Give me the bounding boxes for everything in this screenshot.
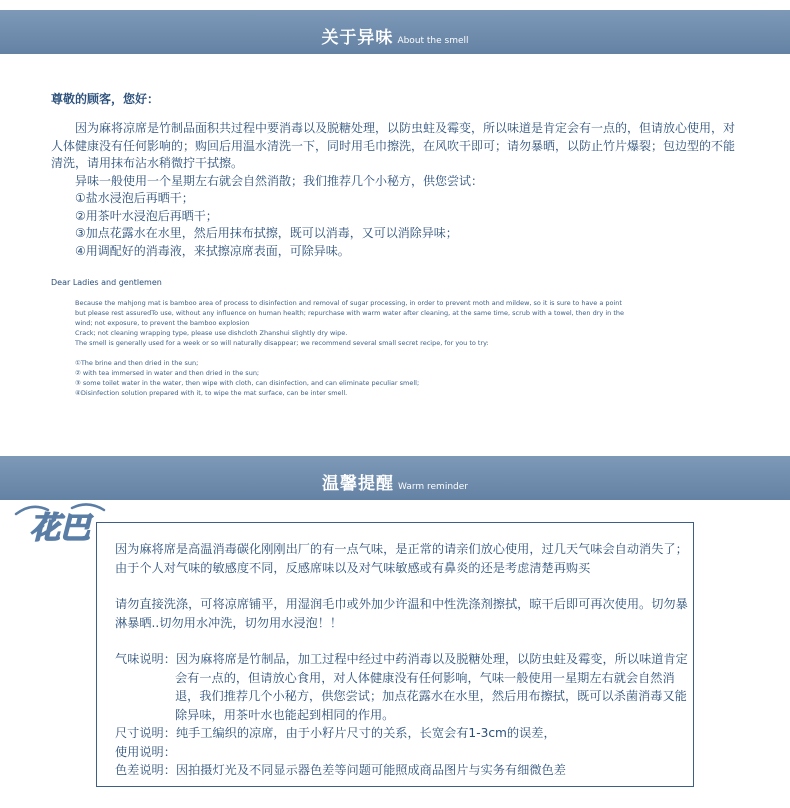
tip-item: ④用调配好的消毒液，来拭擦凉席表面，可除异味。 [75, 243, 350, 258]
reminder-paragraph-smell: 因为麻将席是高温消毒碳化刚刚出厂的有一点气味，是正常的请亲们放心使用，过几天气味会自动消失了；由于个人对气味的敏感度不同，反感席味以及对气味敏感或有鼻炎的还是考虑清楚再购买 [115, 542, 688, 575]
tip-item: ②用茶叶水浸泡后再晒干； [75, 208, 218, 223]
warm-reminder-banner [0, 456, 790, 500]
svg-text:花巴: 花巴 [30, 511, 90, 546]
brand-logo [12, 500, 108, 548]
size-note-text: 纯手工编织的凉席，由于小籽片尺寸的关系，长宽会有1-3cm的误差， [175, 726, 556, 740]
about-smell-subtitle: About the smell [397, 36, 469, 46]
color-note-label: 色差说明： [115, 763, 176, 777]
english-line: Crack; not cleaning wrapping type, please use dishcloth Zhanshui slightly dry wipe. [75, 329, 348, 337]
english-line: The smell is generally used for a week or so will naturally disappear; we recommend several small secret recipe, for you to try: [75, 339, 489, 347]
warm-reminder-subtitle: Warm reminder [398, 482, 468, 492]
reminder-content [115, 540, 695, 780]
about-smell-title: 关于异味 [321, 28, 394, 48]
size-note [115, 724, 695, 743]
about-smell-banner [0, 10, 790, 54]
english-tip: ③ some toilet water in the water, then wipe with cloth, can disinfection, and can eliminate peculiar smell; [75, 379, 420, 387]
smell-note-text: 因为麻将席是竹制品，加工过程中经过中药消毒以及脱糖处理，以防虫蛀及霉变，所以味道肯定会有一点的，但请放心食用，对人体健康没有任何影响，气味一般使用一星期左右就会自然消退，我们推荐几个小秘方，供您尝试；加点花露水在水里，然后用布擦拭，既可以杀菌消毒又能除异味，用茶叶水也能起到相同的作用。 [175, 652, 688, 722]
english-line: Because the mahjong mat is bamboo area of process to disinfection and removal of sugar processing, in order to prevent moth and mildew, so it is sure to have a point [75, 299, 622, 307]
english-tip: ④Disinfection solution prepared with it, to wipe the mat surface, can be inter smell. [75, 389, 348, 397]
english-line: but please rest assuredTo use, without any influence on human health; repurchase with warm water after cleaning, at the same time, scrub with a towel, then dry in the [75, 309, 624, 317]
english-line: wind; not exposure, to prevent the bamboo explosion [75, 319, 250, 327]
size-note-label: 尺寸说明： [115, 726, 176, 740]
reminder-paragraph-washing: 请勿直接洗涤，可将凉席铺平，用湿润毛巾或外加少许温和中性洗涤剂擦拭，晾干后即可再次使用。切勿暴淋暴晒..切勿用水冲洗，切勿用水浸泡！！ [115, 597, 688, 630]
english-tip: ② with tea immersed in water and then dried in the sun; [75, 369, 260, 377]
smell-note [115, 650, 695, 724]
color-note-text: 因拍摄灯光及不同显示器色差等问题可能照成商品图片与实务有细微色差 [175, 763, 566, 777]
english-tip: ①The brine and then dried in the sun; [75, 359, 199, 367]
usage-note-label: 使用说明： [115, 744, 176, 759]
tips-list [51, 190, 743, 260]
english-greeting: Dear Ladies and gentlemen [51, 278, 162, 287]
tip-item: ③加点花露水在水里，然后用抹布拭擦，既可以消毒，又可以消除异味； [75, 226, 458, 240]
tip-item: ①盐水浸泡后再晒干； [75, 191, 194, 205]
smell-intro: 异味一般使用一个星期左右就会自然消散；我们推荐几个小秘方，供您尝试： [75, 173, 484, 188]
usage-note [115, 743, 695, 762]
color-note [115, 761, 695, 780]
smell-description [51, 120, 743, 260]
greeting: 尊敬的顾客，您好： [51, 92, 160, 106]
english-description [75, 298, 725, 398]
smell-note-label: 气味说明： [115, 652, 176, 666]
smell-paragraph: 因为麻将凉席是竹制品面积共过程中要消毒以及脱糖处理，以防虫蛀及霉变，所以味道是肯定会有一点的，但请放心使用，对人体健康没有任何影响的；购回后用温水清洗一下，同时用毛巾擦洗，在风吹干即可；请勿暴晒，以防止竹片爆裂；包边型的不能清洗，请用抹布沾水稍微拧干拭擦。 [51, 121, 736, 170]
warm-reminder-title: 温馨提醒 [322, 474, 394, 494]
